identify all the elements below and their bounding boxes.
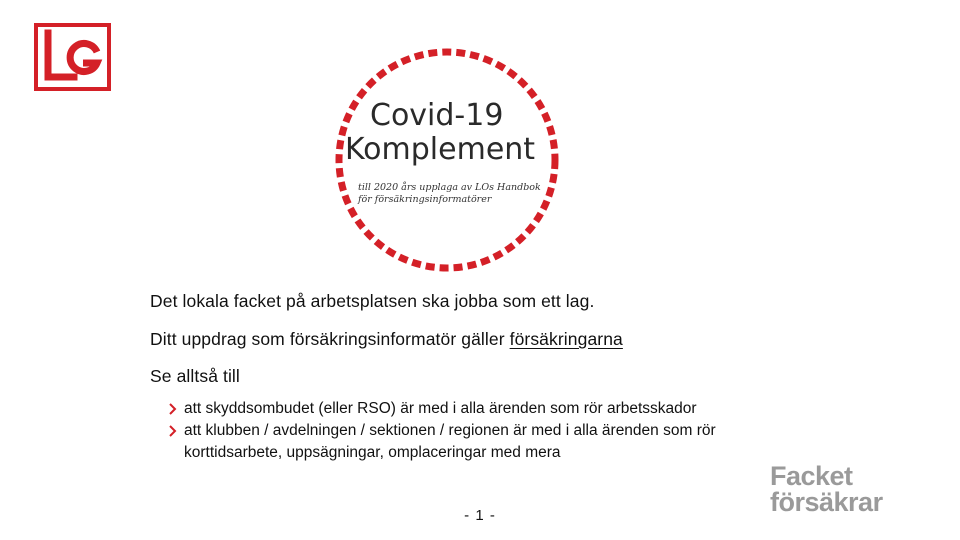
covid-badge — [330, 45, 564, 275]
badge-subtitle-line2: för försäkringsinformatörer — [358, 194, 492, 205]
bullet-list — [168, 398, 804, 464]
assignment-underlined: försäkringarna — [509, 329, 623, 349]
facket-forsakrar-logo — [770, 463, 883, 515]
chevron-right-icon — [168, 420, 178, 442]
assignment-prefix: Ditt uppdrag som försäkringsinformatör gäller — [150, 329, 510, 349]
lo-logo-icon — [34, 23, 111, 91]
bullet-item — [168, 420, 804, 464]
bullet-text: att klubben / avdelningen / sektionen / regionen är med i alla ärenden som rör korttidsarbete, uppsägningar, omplaceringar med mera — [184, 422, 716, 461]
text-line-see-to: Se alltså till — [150, 366, 240, 386]
badge-title-line1: Covid-19 — [370, 98, 504, 133]
page-number: - 1 - — [464, 507, 496, 524]
bullet-item — [168, 398, 804, 420]
text-line-team: Det lokala facket på arbetsplatsen ska jobba som ett lag. — [150, 291, 595, 311]
badge-subtitle-line1: till 2020 års upplaga av LOs Handbok — [358, 182, 541, 193]
badge-title-line2: Komplement — [345, 132, 536, 167]
chevron-right-icon — [168, 398, 178, 420]
text-line-assignment — [150, 329, 623, 350]
brand-line2: försäkrar — [770, 487, 883, 517]
bullet-text: att skyddsombudet (eller RSO) är med i alla ärenden som rör arbetsskador — [184, 400, 697, 417]
brand-line1: Facket — [770, 461, 853, 491]
